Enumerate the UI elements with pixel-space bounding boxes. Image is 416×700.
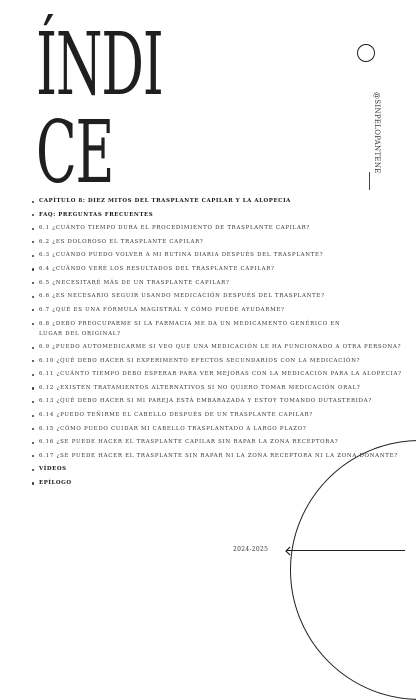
- toc-item-6-4[interactable]: 6.4 ¿CUÁNDO VERÉ LOS RESULTADOS DEL TRASPLANTE CAPILAR?: [32, 266, 362, 273]
- toc-item-6-12[interactable]: 6.12 ¿EXISTEN TRATAMIENTOS ALTERNATIVOS SI NO QUIERO TOMAR MEDICACIÓN ORAL?: [32, 385, 362, 392]
- toc-item-6-16[interactable]: 6.16 ¿SE PUEDE HACER EL TRASPLANTE CAPILAR SIN RAPAR LA ZONA RECEPTORA?: [32, 439, 362, 446]
- toc-item-6-2[interactable]: 6.2 ¿ES DOLOROSO EL TRASPLANTE CAPILAR?: [32, 239, 362, 246]
- toc-item-videos[interactable]: VÍDEOS: [32, 466, 362, 473]
- arrow-left-icon: [284, 546, 294, 556]
- page-title-line-2: CE: [36, 103, 114, 203]
- toc-item-6-10[interactable]: 6.10 ¿QUÉ DEBO HACER SI EXPERIMENTO EFECTOS SECUNDARIOS CON LA MEDICACIÓN?: [32, 358, 362, 365]
- toc-item-faq[interactable]: FAQ: PREGUNTAS FRECUENTES: [32, 212, 362, 219]
- toc-item-6-13[interactable]: 6.13 ¿QUÉ DEBO HACER SI MI PAREJA ESTÁ EMBARAZADA Y ESTOY TOMANDO DUTASTERIDA?: [32, 398, 362, 405]
- toc-item-6-8[interactable]: 6.8 ¿DEBO PREOCUPARME SI LA FARMACIA ME DA UN MEDICAMENTO GENÉRICO EN LUGAR DEL ORIGINAL?: [32, 319, 362, 339]
- table-of-contents: [32, 198, 402, 494]
- social-handle: @SINPELOPANTENE: [373, 92, 381, 174]
- toc-item-6-6[interactable]: 6.6 ¿ES NECESARIO SEGUIR USANDO MEDICACIÓN DESPUÉS DEL TRASPLANTE?: [32, 293, 362, 300]
- toc-item-epilogue[interactable]: EPÍLOGO: [32, 480, 362, 487]
- toc-item-6-14[interactable]: 6.14 ¿PUEDO TEÑIRME EL CABELLO DESPUÉS DE UN TRASPLANTE CAPILAR?: [32, 412, 362, 419]
- toc-item-6-3[interactable]: 6.3 ¿CUÁNDO PUEDO VOLVER A MI RUTINA DIARIA DESPUÉS DEL TRASPLANTE?: [32, 252, 362, 259]
- handle-divider: [369, 172, 370, 190]
- toc-item-chapter-8[interactable]: CAPÍTULO 8: DIEZ MITOS DEL TRASPLANTE CAPILAR Y LA ALOPECIA: [32, 198, 362, 205]
- toc-item-6-5[interactable]: 6.5 ¿NECESITARÉ MÁS DE UN TRASPLANTE CAPILAR?: [32, 280, 362, 287]
- edition-years: 2024-2025: [233, 546, 269, 553]
- toc-item-6-1[interactable]: 6.1 ¿CUÁNTO TIEMPO DURA EL PROCEDIMIENTO DE TRASPLANTE CAPILAR?: [32, 225, 362, 232]
- toc-item-6-11[interactable]: 6.11 ¿CUÁNTO TIEMPO DEBO ESPERAR PARA VER MEJORAS CON LA MEDICACIÓN PARA LA ALOPECIA?: [32, 371, 362, 378]
- toc-item-6-9[interactable]: 6.9 ¿PUEDO AUTOMEDICARME SI VEO QUE UNA MEDICACIÓN LE HA FUNCIONADO A OTRA PERSONA?: [32, 344, 362, 351]
- toc-item-6-17[interactable]: 6.17 ¿SE PUEDE HACER EL TRASPLANTE SIN RAPAR NI LA ZONA RECEPTORA NI LA ZONA DONANTE?: [32, 453, 362, 460]
- page-title: [36, 15, 163, 203]
- circle-ornament: [357, 44, 375, 62]
- page-title-line-1: ÍNDI: [36, 15, 163, 115]
- arrow-line: [287, 550, 405, 551]
- toc-item-6-15[interactable]: 6.15 ¿CÓMO PUEDO CUIDAR MI CABELLO TRASPLANTADO A LARGO PLAZO?: [32, 426, 362, 433]
- toc-item-6-7[interactable]: 6.7 ¿QUÉ ES UNA FÓRMULA MAGISTRAL Y CÓMO PUEDE AYUDARME?: [32, 307, 362, 314]
